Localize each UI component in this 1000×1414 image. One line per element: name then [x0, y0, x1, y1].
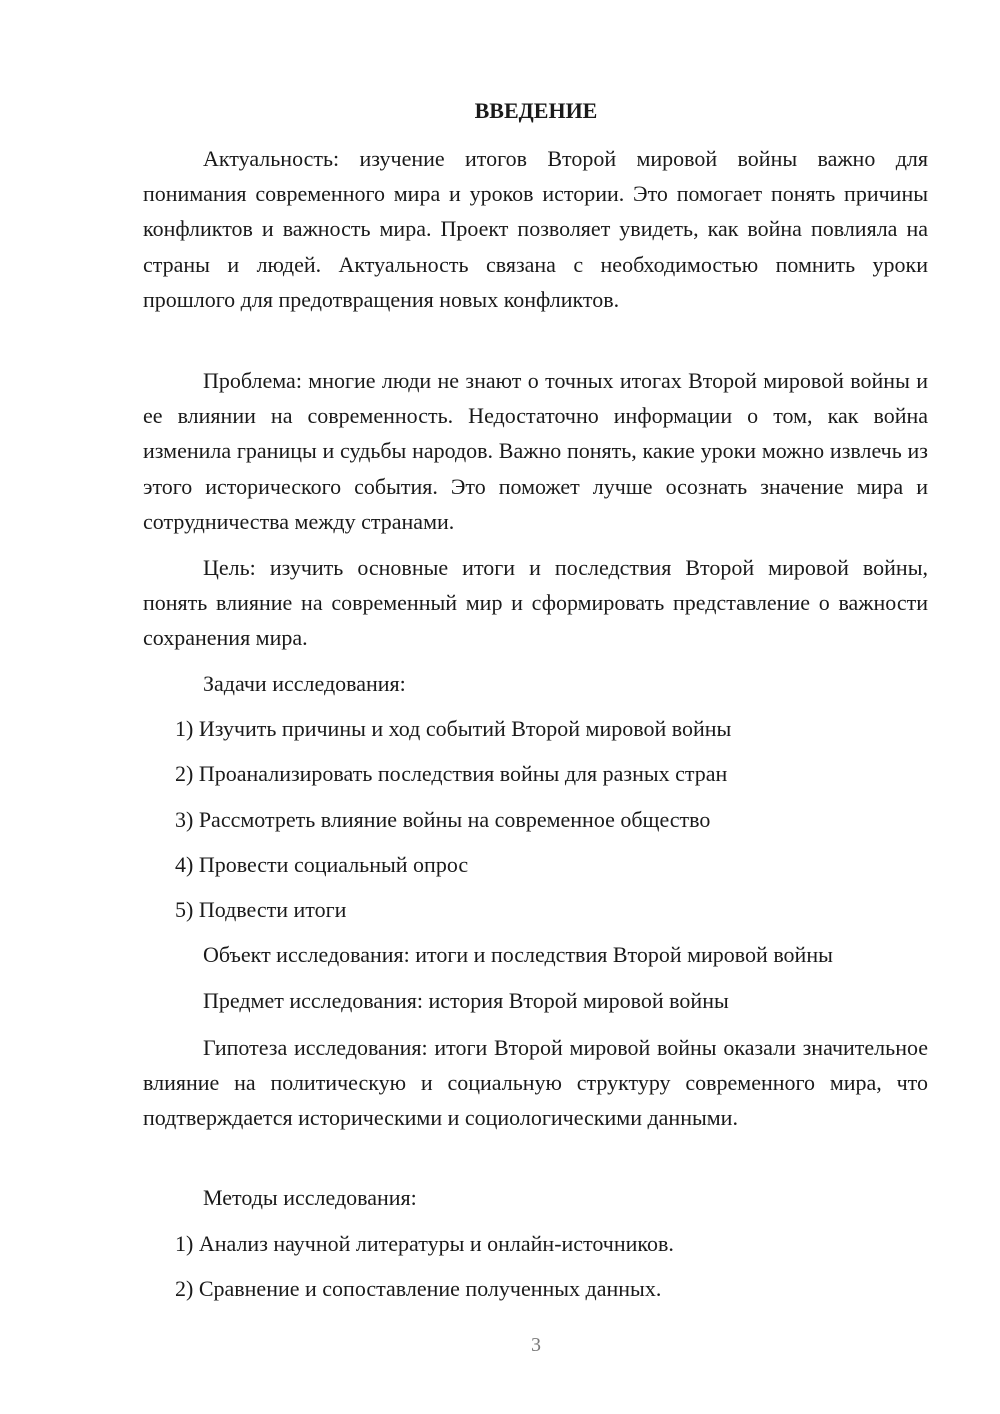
research-object: Объект исследования: итоги и последствия Второй мировой войны — [203, 942, 833, 967]
task-item-5: 5) Подвести итоги — [175, 897, 347, 922]
method-item-2: 2) Сравнение и сопоставление полученных данных. — [175, 1276, 662, 1301]
goal-paragraph: Цель: изучить основные итоги и последствия Второй мировой войны, понять влияние на современный мир и сформировать представление о важности сохранения мира. — [143, 555, 928, 651]
task-item-1: 1) Изучить причины и ход событий Второй мировой войны — [175, 716, 732, 741]
task-item-3: 3) Рассмотреть влияние войны на современное общество — [175, 807, 711, 832]
hypothesis-paragraph: Гипотеза исследования: итоги Второй мировой войны оказали значительное влияние на политическую и социальную структуру современного мира, что подтверждается историческими и социологическими данными. — [143, 1035, 928, 1131]
task-item-2: 2) Проанализировать последствия войны для разных стран — [175, 761, 728, 786]
research-subject: Предмет исследования: история Второй мировой войны — [203, 988, 729, 1013]
page-number: 3 — [531, 1334, 541, 1356]
methods-heading: Методы исследования: — [203, 1185, 417, 1210]
section-heading: ВВЕДЕНИЕ — [474, 98, 598, 123]
relevance-paragraph: Актуальность: изучение итогов Второй мировой войны важно для понимания современного мира и уроков истории. Это помогает понять причины конфликтов и важность мира. Проект позволяет увидеть, как война повлияла на страны и людей. Актуальность связана с необходимостью помнить уроки прошлого для предотвращения новых конфликтов. — [143, 146, 928, 312]
task-item-4: 4) Провести социальный опрос — [175, 852, 469, 877]
problem-paragraph: Проблема: многие люди не знают о точных итогах Второй мировой войны и ее влиянии на современность. Недостаточно информации о том, как война изменила границы и судьбы народов. Важно понять, какие уроки можно извлечь из этого исторического события. Это поможет лучше осознать значение мира и сотрудничества между странами. — [143, 368, 928, 534]
tasks-heading: Задачи исследования: — [203, 671, 406, 696]
method-item-1: 1) Анализ научной литературы и онлайн-источников. — [175, 1231, 674, 1256]
